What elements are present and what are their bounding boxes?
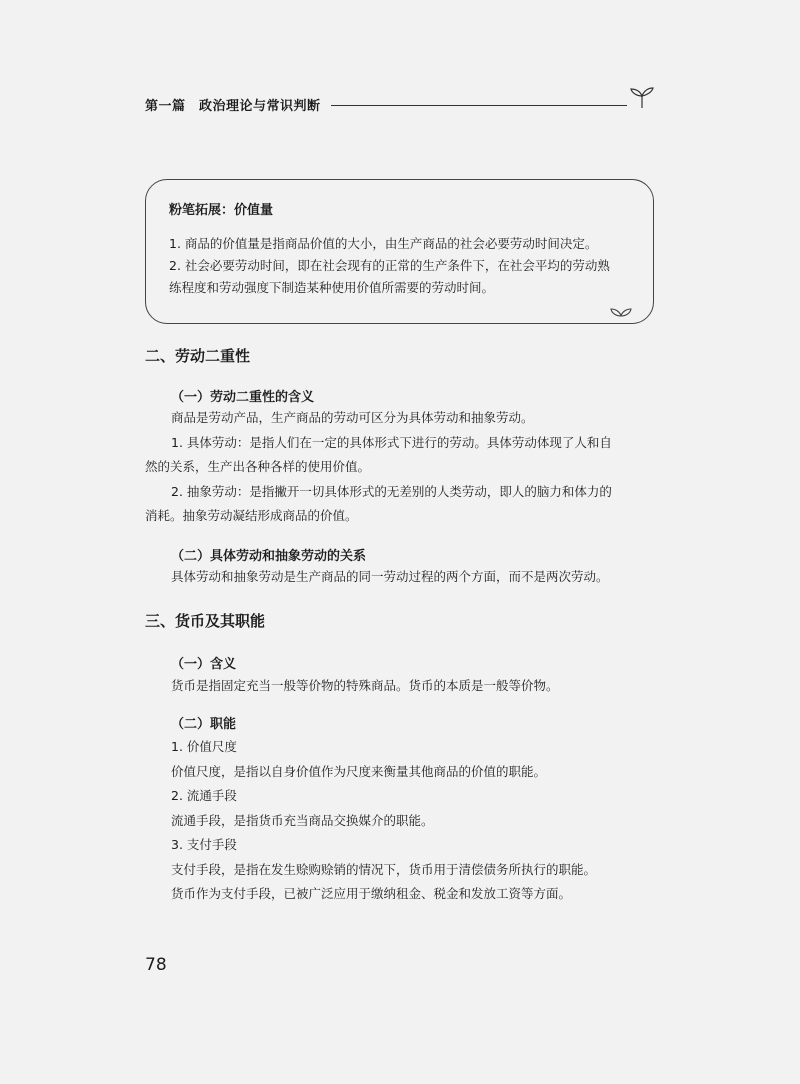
callout-line: 2. 社会必要劳动时间，即在社会现有的正常的生产条件下，在社会平均的劳动熟 [169,258,610,273]
callout-body [169,233,637,299]
paragraph-line: 货币是指固定充当一般等价物的特殊商品。货币的本质是一般等价物。 [171,678,559,693]
page-number: 78 [145,955,167,975]
subsection-heading: （一）含义 [171,657,237,672]
function-title: 1. 价值尺度 [171,739,237,754]
paragraph-line: 价值尺度，是指以自身价值作为尺度来衡量其他商品的价值的职能。 [171,763,547,779]
header-title: 第一篇 政治理论与常识判断 [145,99,321,114]
paragraph-line: 货币作为支付手段，已被广泛应用于缴纳租金、税金和发放工资等方面。 [171,886,572,901]
callout-title: 粉笔拓展：价值量 [169,203,274,218]
leaf-icon [609,306,633,318]
paragraph-line: 2. 抽象劳动：是指撇开一切具体形式的无差别的人类劳动，即人的脑力和体力的 [171,483,612,499]
subsection-heading: （一）劳动二重性的含义 [171,390,315,405]
section-heading: 三、货币及其职能 [145,612,266,630]
function-title: 3. 支付手段 [171,837,237,852]
paragraph-line: 商品是劳动产品，生产商品的劳动可区分为具体劳动和抽象劳动。 [171,410,534,425]
paragraph-block [171,674,659,699]
function-title: 2. 流通手段 [171,788,237,803]
header-rule [331,105,627,106]
paragraph-line: 1. 具体劳动：是指人们在一定的具体形式下进行的劳动。具体劳动体现了人和自 [171,434,612,450]
paragraph-block [171,735,659,907]
subsection-heading: （二）具体劳动和抽象劳动的关系 [171,549,367,564]
paragraph-line: 然的关系，生产出各种各样的使用价值。 [145,459,371,474]
section-heading: 二、劳动二重性 [145,347,251,365]
paragraph-block [145,406,659,529]
callout-line: 1. 商品的价值量是指商品价值的大小，由生产商品的社会必要劳动时间决定。 [169,236,598,251]
paragraph-line: 消耗。抽象劳动凝结形成商品的价值。 [145,508,358,523]
paragraph-line: 支付手段，是指在发生赊购赊销的情况下，货币用于清偿债务所执行的职能。 [171,861,597,877]
page-header [145,93,657,117]
callout-box [145,179,654,324]
subsection-heading: （二）职能 [171,717,237,732]
paragraph-line: 具体劳动和抽象劳动是生产商品的同一劳动过程的两个方面，而不是两次劳动。 [171,569,609,584]
paragraph-line: 流通手段，是指货币充当商品交换媒介的职能。 [171,812,434,828]
paragraph-block [171,565,659,590]
sprout-icon [627,87,657,109]
callout-line: 练程度和劳动强度下制造某种使用价值所需要的劳动时间。 [169,280,495,295]
